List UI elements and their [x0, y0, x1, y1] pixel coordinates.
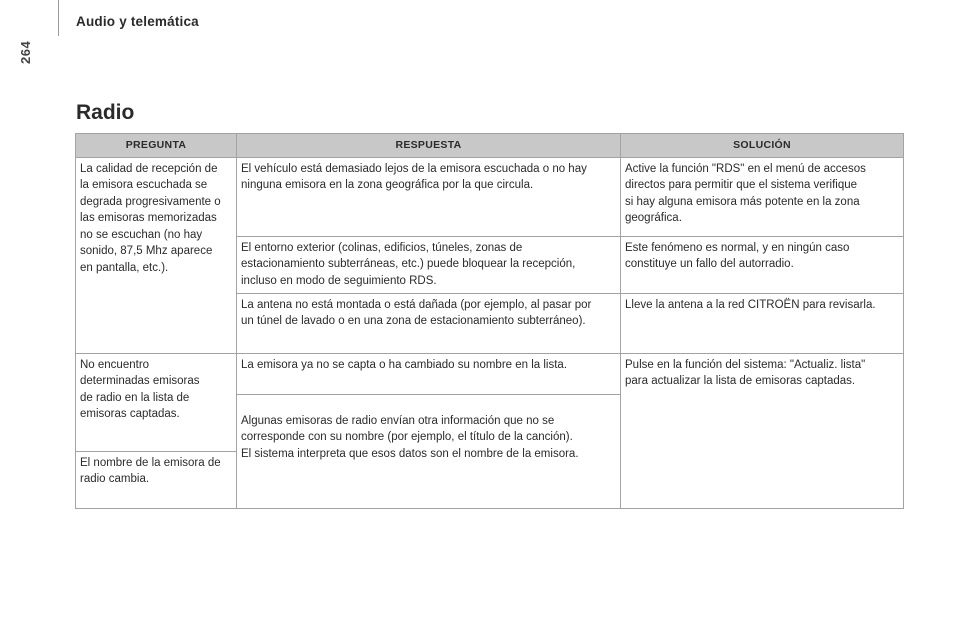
answer-cell: El entorno exterior (colinas, edificios, túneles, zonas de estacionamiento subterráneas, etc.) puede bloquear la recepción, incluso en modo de seguimiento RDS. [237, 236, 621, 293]
page-title: Radio [76, 101, 135, 124]
section-title: Audio y telemática [76, 14, 199, 29]
column-header-answer: RESPUESTA [237, 134, 621, 158]
page-number: 264 [18, 40, 33, 64]
column-header-solution: SOLUCIÓN [621, 134, 904, 158]
faq-table [75, 133, 904, 509]
table-row [76, 157, 904, 236]
column-header-question: PREGUNTA [76, 134, 237, 158]
question-cell: El nombre de la emisora de radio cambia. [76, 451, 237, 508]
answer-cell: El vehículo está demasiado lejos de la emisora escuchada o no hay ninguna emisora en la zona geográfica por la que circula. [237, 157, 621, 236]
table-header-row [76, 134, 904, 158]
answer-cell: La antena no está montada o está dañada (por ejemplo, al pasar por un túnel de lavado o en una zona de estacionamiento subterráneo). [237, 293, 621, 353]
answer-cell: La emisora ya no se capta o ha cambiado su nombre en la lista. [237, 353, 621, 394]
solution-cell: Este fenómeno es normal, y en ningún caso constituye un fallo del autorradio. [621, 236, 904, 293]
table-row [76, 353, 904, 394]
question-cell: No encuentro determinadas emisoras de radio en la lista de emisoras captadas. [76, 353, 237, 451]
solution-cell: Lleve la antena a la red CITROËN para revisarla. [621, 293, 904, 353]
answer-cell: Algunas emisoras de radio envían otra información que no se corresponde con su nombre (por ejemplo, el título de la canción). El sistema interpreta que esos datos son el nombre de la emisora. [237, 394, 621, 508]
solution-cell: Active la función "RDS" en el menú de accesos directos para permitir que el sistema verifique si hay alguna emisora más potente en la zona geográfica. [621, 157, 904, 236]
question-cell: La calidad de recepción de la emisora escuchada se degrada progresivamente o las emisoras memorizadas no se escuchan (no hay sonido, 87,5 Mhz aparece en pantalla, etc.). [76, 157, 237, 353]
header-divider [58, 0, 59, 36]
solution-cell: Pulse en la función del sistema: "Actualiz. lista" para actualizar la lista de emisoras captadas. [621, 353, 904, 508]
